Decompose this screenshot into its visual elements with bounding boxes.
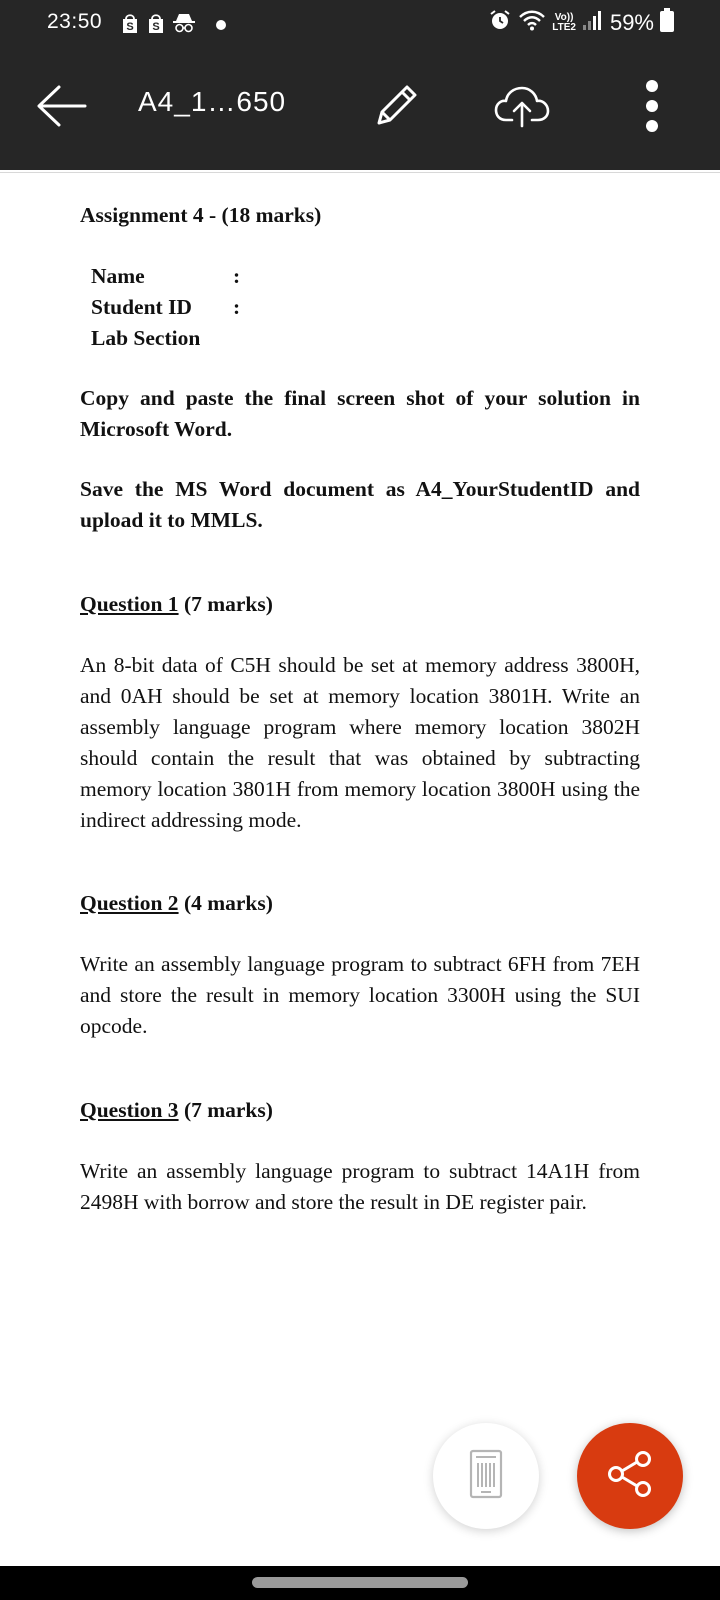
status-time: 23:50 [47,10,103,33]
shopee-bag-icon [120,12,140,39]
more-options-button[interactable] [620,76,684,140]
battery-percentage: 59% [609,9,654,35]
share-icon [605,1449,655,1504]
battery-icon [660,8,674,37]
system-navigation-bar [0,1566,720,1600]
signal-icon [582,9,604,36]
question-title: Question 2 [80,891,179,915]
document-viewer[interactable] [0,172,720,1566]
back-button[interactable] [30,76,94,140]
question-2-heading [80,888,273,919]
question-title: Question 3 [80,1098,179,1122]
reading-view-icon [469,1449,503,1504]
reading-view-button[interactable] [433,1423,539,1529]
instruction-paragraph-1: Copy and paste the final screen shot of your solution in Microsoft Word. [80,386,640,441]
instruction-paragraph-2: Save the MS Word document as A4_YourStudentID and upload it to MMLS. [80,477,640,532]
question-2-text: Write an assembly language program to subtract 6FH from 7EH and store the result in memory location 3300H using the SUI opcode. [80,952,640,1038]
svg-text:S: S [152,21,160,33]
document-title[interactable]: A4_1…650 [138,86,287,117]
volte-indicator: Vo)) LTE2 [552,11,576,33]
edit-button[interactable] [364,76,428,140]
status-notification-icons [120,12,226,39]
cloud-upload-icon [494,84,550,133]
status-system-icons [488,8,674,37]
info-colon: : [233,264,241,288]
question-3-heading [80,1095,273,1126]
info-label: Lab Section [91,326,201,350]
info-colon: : [233,295,241,319]
info-label: Name [91,264,145,288]
assignment-heading: Assignment 4 - (18 marks) [80,203,322,227]
pencil-icon [371,81,421,136]
question-marks: (7 marks) [178,1098,273,1122]
app-bar [0,46,720,170]
alarm-icon [488,8,512,37]
upload-button[interactable] [490,76,554,140]
info-label: Student ID [91,295,192,319]
question-marks: (4 marks) [178,891,273,915]
question-1-text: An 8-bit data of C5H should be set at memory address 3800H, and 0AH should be set at memory location 3801H. Write an assembly language program where memory location 3802H should contain the result that was obtained by subtracting memory location 3801H from memory location 3800H using the indirect addressing mode. [80,653,640,832]
question-1-heading [80,589,273,620]
arrow-left-icon [35,84,89,133]
home-indicator[interactable] [252,1577,468,1588]
share-button[interactable] [577,1423,683,1529]
question-3-text: Write an assembly language program to subtract 14A1H from 2498H with borrow and store the result in DE register pair. [80,1159,640,1214]
svg-text:S: S [126,21,134,33]
question-title: Question 1 [80,592,179,616]
more-vertical-icon [645,79,659,138]
status-bar [0,0,720,46]
question-marks: (7 marks) [178,592,273,616]
incognito-icon [172,12,196,39]
dot-icon [216,17,226,35]
wifi-icon [518,9,546,36]
shopee-bag-icon [146,12,166,39]
